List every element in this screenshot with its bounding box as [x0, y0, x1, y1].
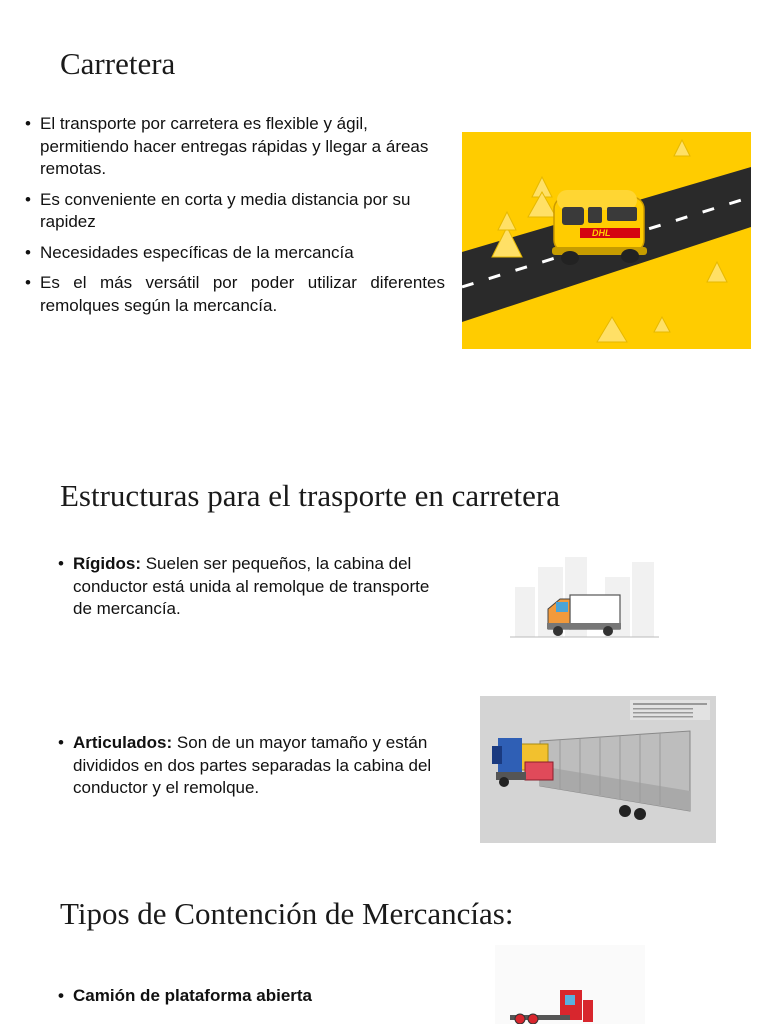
- bullet-articulados: [58, 732, 443, 800]
- section-title-carretera: Carretera: [60, 46, 176, 81]
- rigidos-bullet: [58, 553, 443, 621]
- bullet-necesidades: • Necesidades específicas de la mercancía: [25, 242, 445, 265]
- flatbed-truck-image: [495, 945, 645, 1024]
- bullet-plataforma-abierta: • Camión de plataforma abierta: [58, 985, 443, 1008]
- rigid-truck-icon: [510, 547, 659, 640]
- section-title-estructuras: Estructuras para el trasporte en carretera: [60, 478, 561, 513]
- articulados-bullet: [58, 732, 443, 800]
- bullet-distancia: • Es conveniente en corta y media distancia por su rapidez: [25, 189, 445, 234]
- rigid-truck-image: [510, 547, 659, 640]
- rigidos-desc: Suelen ser pequeños, la cabina del conductor está unida al remolque de transporte de mercancía.: [73, 554, 430, 618]
- bullet-rigidos: [58, 553, 443, 621]
- articulados-desc: Son de un mayor tamaño y están divididos en dos partes separadas la cabina del conductor y el remolque.: [73, 733, 432, 797]
- flatbed-truck-icon: [495, 945, 645, 1024]
- dhl-van-image: [462, 132, 751, 349]
- tipos-bullet-list: [58, 985, 443, 1008]
- svg-text:DHL: DHL: [592, 228, 611, 238]
- articulados-term: Articulados:: [73, 733, 173, 752]
- carretera-bullet-list: [25, 113, 445, 317]
- dhl-van-illustration-icon: [462, 132, 751, 349]
- articulated-truck-icon: [480, 696, 716, 843]
- articulated-truck-image: [480, 696, 716, 843]
- bullet-flexible: • El transporte por carretera es flexible y ágil, permitiendo hacer entregas rápidas y llegar a áreas remotas.: [25, 113, 445, 181]
- section-title-tipos: Tipos de Contención de Mercancías:: [60, 896, 514, 931]
- rigidos-term: Rígidos:: [73, 554, 141, 573]
- bullet-versatil: • Es el más versátil por poder utilizar diferentes remolques según la mercancía.: [25, 272, 445, 317]
